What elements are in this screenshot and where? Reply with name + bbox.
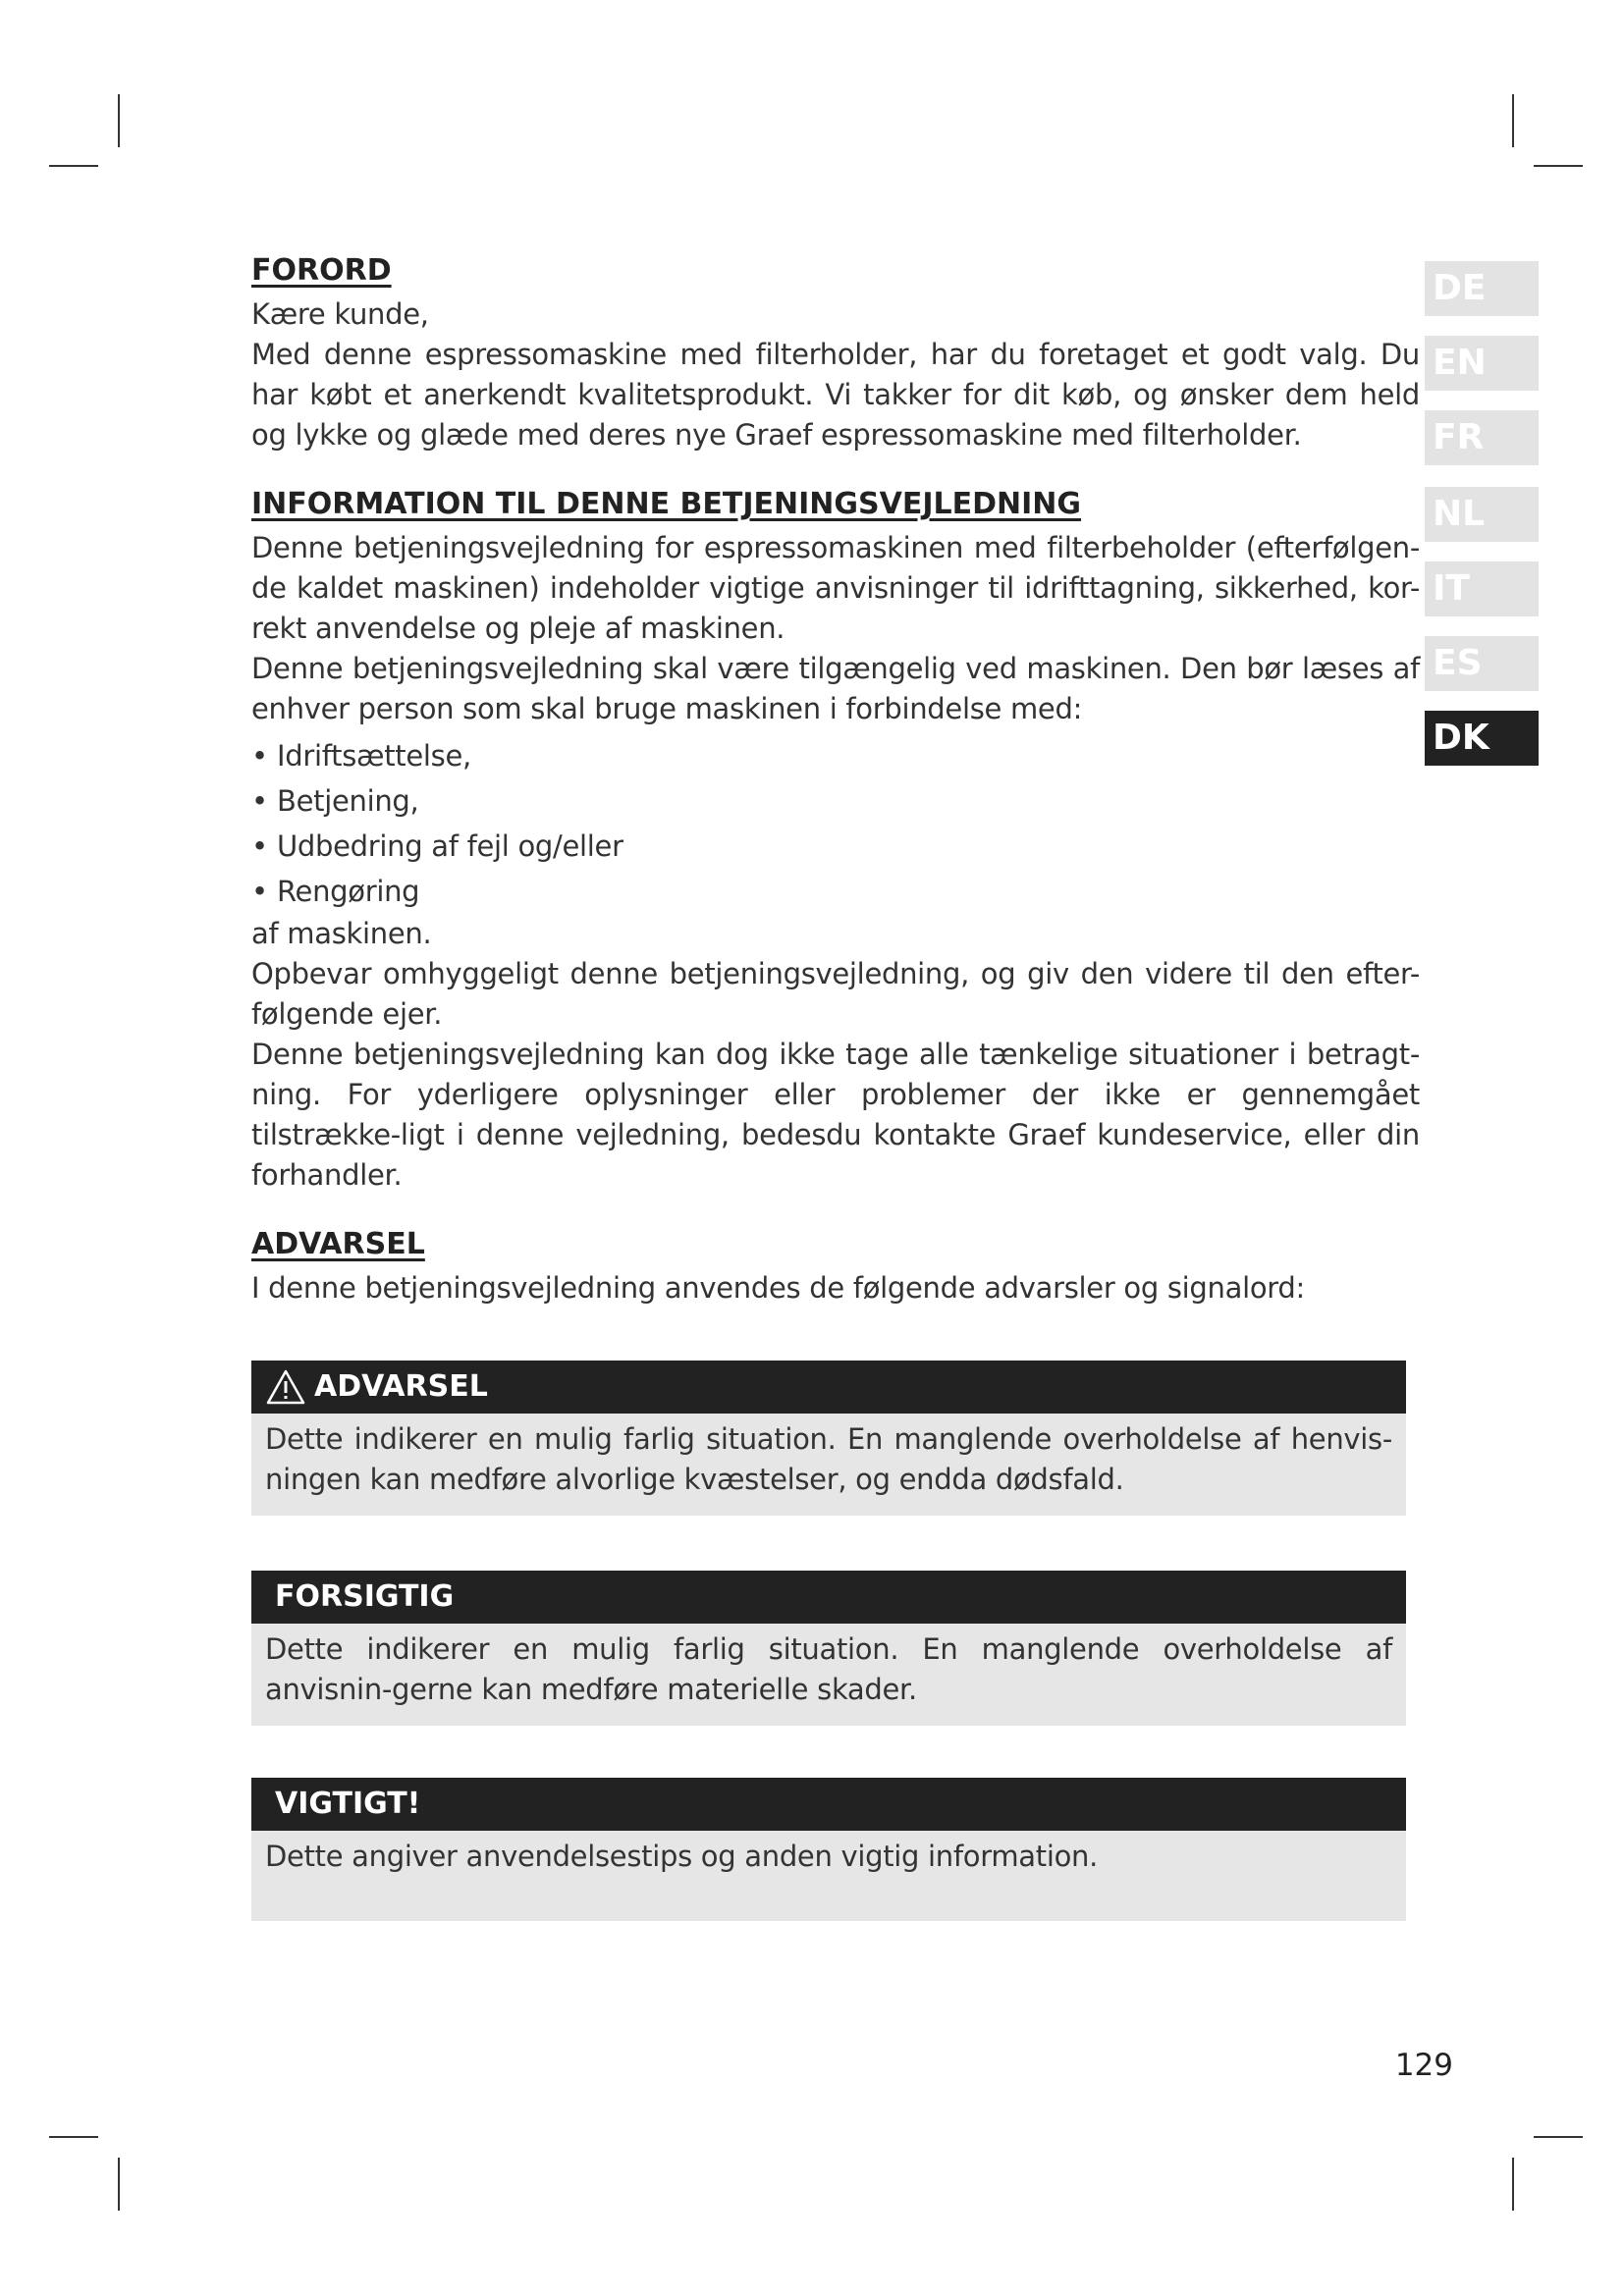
crop-mark [1512, 94, 1514, 147]
lang-tab-fr[interactable]: FR [1425, 410, 1539, 465]
page-number: 129 [1394, 2048, 1453, 2083]
crop-mark [49, 165, 98, 167]
information-bullets [251, 733, 1420, 914]
crop-mark [49, 2136, 98, 2138]
important-box-text: Dette angiver anvendelsestips og anden vigtig information. [265, 1840, 1099, 1873]
lang-tab-nl[interactable]: NL [1425, 487, 1539, 542]
warning-box-text: Dette indikerer en mulig farlig situation. En manglende overholdelse af henvis-ningen kan medføre alvorlige kvæstelser, og endda dødsfald. [265, 1422, 1392, 1496]
information-p4: Opbevar omhyggeligt denne betjeningsvejledning, og giv den videre til den efter-følgende ejer. [251, 957, 1420, 1031]
forord-heading: FORORD [251, 253, 392, 288]
lang-tab-es[interactable]: ES [1425, 636, 1539, 691]
crop-mark [118, 94, 120, 147]
crop-mark [1534, 165, 1583, 167]
warning-box [251, 1361, 1406, 1516]
crop-mark [1534, 2136, 1583, 2138]
lang-tab-it[interactable]: IT [1425, 561, 1539, 616]
lang-tab-de[interactable]: DE [1425, 261, 1539, 316]
information-p1: Denne betjeningsvejledning for espressomaskinen med filterbeholder (efterfølgen-de kaldet maskinen) indeholder vigtige anvisninger til idrifttagning, sikkerhed, kor-rekt anvendelse og pleje af maskinen. [251, 531, 1420, 645]
forord-text: Med denne espressomaskine med filterholder, har du foretaget et godt valg. Du har købt et anerkendt kvalitetsprodukt. Vi takker for dit køb, og ønsker dem held og lykke og glæde med deres nye Graef espressomaskine med filterholder. [251, 338, 1420, 452]
caution-box-text: Dette indikerer en mulig farlig situation. En manglende overholdelse af anvisnin-gerne kan medføre materielle skader. [265, 1632, 1392, 1706]
list-item: • Udbedring af fejl og/eller [251, 829, 623, 863]
information-p3: af maskinen. [251, 917, 432, 950]
important-box-title: VIGTIGT! [275, 1787, 421, 1821]
list-item: • Rengøring [251, 875, 420, 908]
information-heading: INFORMATION TIL DENNE BETJENINGSVEJLEDNING [251, 487, 1081, 521]
lang-tab-en[interactable]: EN [1425, 336, 1539, 391]
information-p2: Denne betjeningsvejledning skal være tilgængelig ved maskinen. Den bør læses af enhver person som skal bruge maskinen i forbindelse med: [251, 652, 1420, 725]
lang-tab-dk[interactable]: DK [1425, 711, 1539, 766]
caution-box [251, 1571, 1406, 1726]
crop-mark [1512, 2158, 1514, 2211]
warning-triangle-icon [265, 1368, 306, 1406]
forord-greeting: Kære kunde, [251, 297, 429, 331]
list-item: • Idriftsættelse, [251, 739, 471, 773]
advarsel-intro: I denne betjeningsvejledning anvendes de følgende advarsler og signalord: [251, 1271, 1305, 1305]
important-box [251, 1778, 1406, 1921]
caution-box-title: FORSIGTIG [275, 1579, 455, 1614]
important-box-header [251, 1778, 1406, 1831]
crop-mark [118, 2158, 120, 2211]
list-item: • Betjening, [251, 784, 419, 818]
warning-box-header [251, 1361, 1406, 1414]
advarsel-heading: ADVARSEL [251, 1227, 425, 1261]
caution-box-header [251, 1571, 1406, 1624]
main-content [251, 251, 1420, 1308]
information-p5: Denne betjeningsvejledning kan dog ikke tage alle tænkelige situationer i betragt-ning. For yderligere oplysninger eller problemer der ikke er gennemgået tilstrække-ligt i denne vejledning, bedesdu kontakte Graef kundeservice, eller din forhandler. [251, 1038, 1420, 1192]
warning-box-title: ADVARSEL [314, 1369, 488, 1404]
